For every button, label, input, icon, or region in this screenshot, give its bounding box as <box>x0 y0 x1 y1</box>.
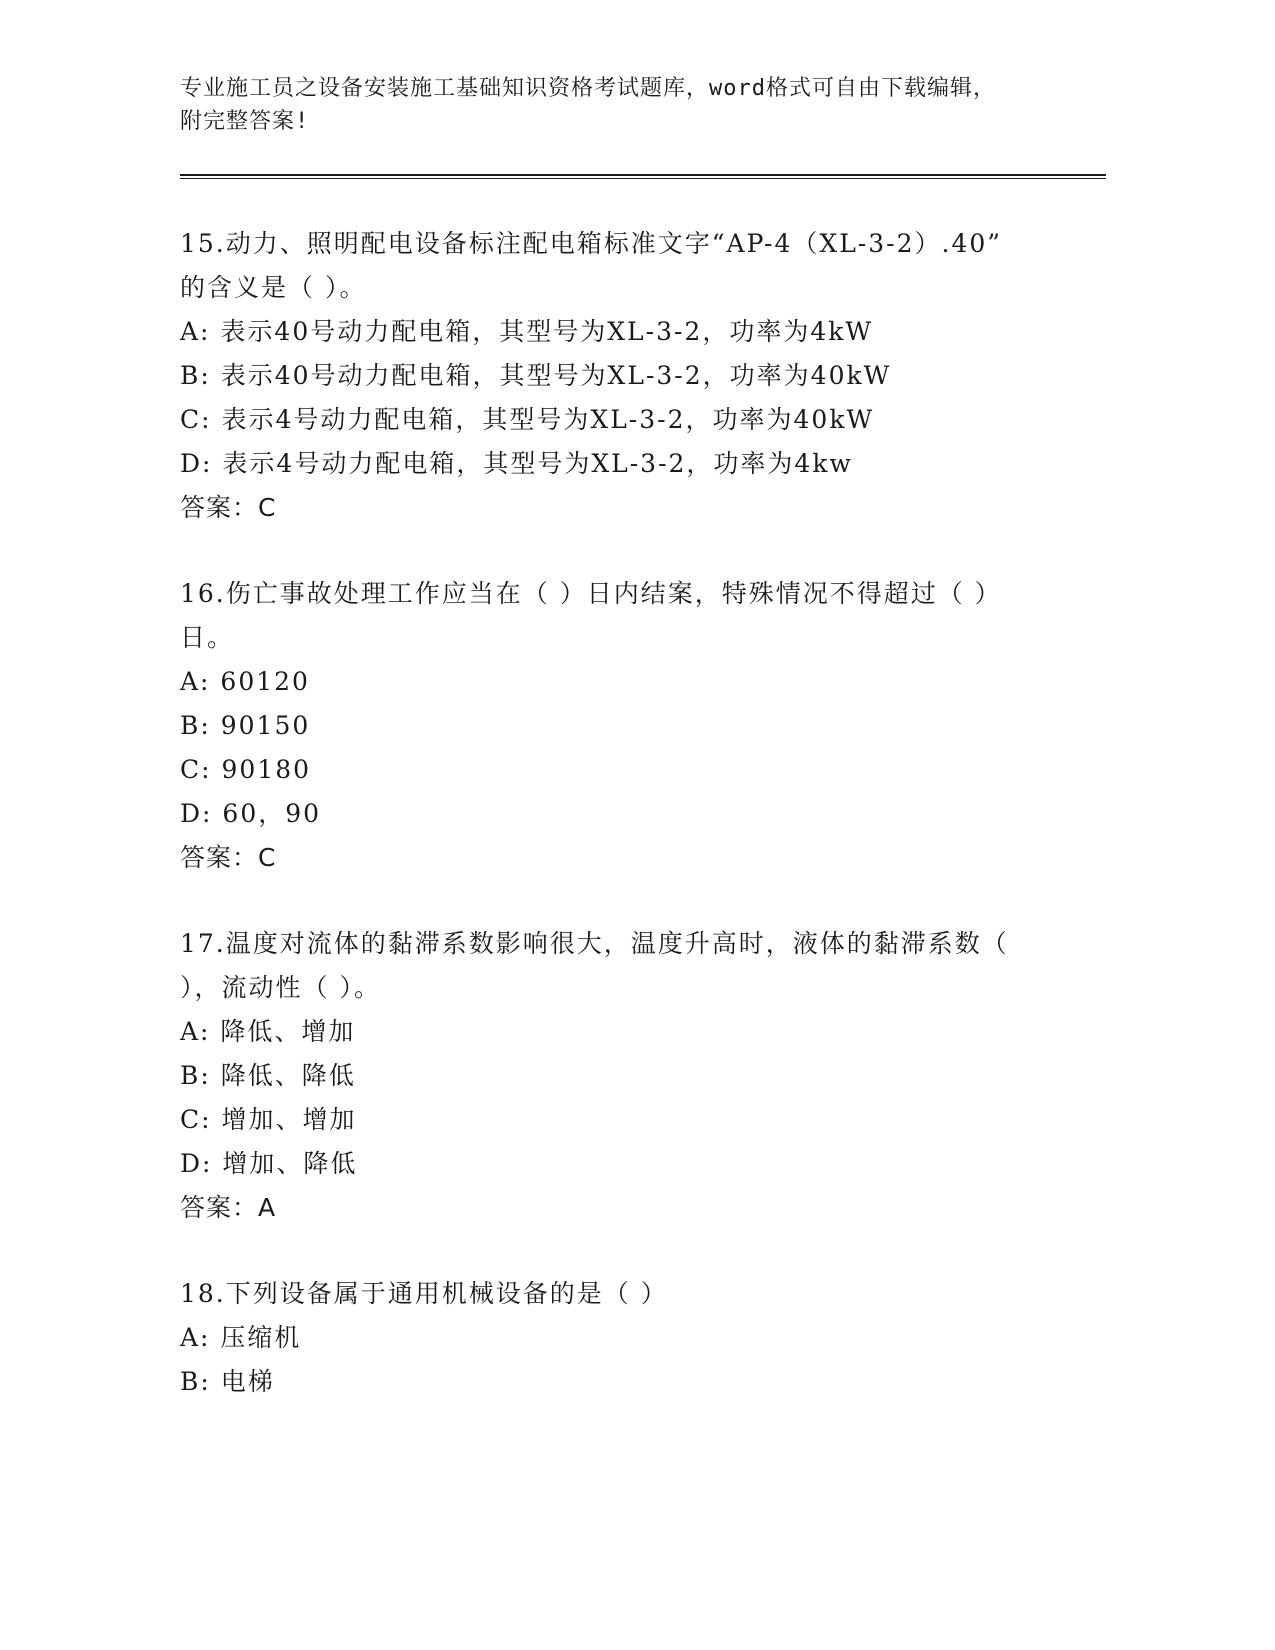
option-c: C: 表示4号动力配电箱，其型号为XL-3-2，功率为40kW <box>180 405 875 434</box>
question-stem-line: 16.伤亡事故处理工作应当在（ ）日内结案，特殊情况不得超过（ ） <box>180 579 1002 608</box>
option-b: B: 降低、降低 <box>180 1061 356 1090</box>
question-stem-line: 日。 <box>180 623 235 652</box>
option-a: A: 压缩机 <box>180 1323 302 1352</box>
question-15 <box>180 222 1080 530</box>
question-18 <box>180 1272 1080 1404</box>
answer-line: 答案：C <box>180 843 277 872</box>
question-stem-line: 18.下列设备属于通用机械设备的是（ ） <box>180 1279 668 1308</box>
option-b: B: 电梯 <box>180 1367 275 1396</box>
option-b: B: 90150 <box>180 711 311 740</box>
option-c: C: 90180 <box>180 755 312 784</box>
header-line-1: 专业施工员之设备安装施工基础知识资格考试题库，word格式可自由下载编辑， <box>180 76 996 101</box>
question-stem-line: 的含义是（ ）。 <box>180 273 367 302</box>
option-c: C: 增加、增加 <box>180 1105 357 1134</box>
question-stem-line: 17.温度对流体的黏滞系数影响很大，温度升高时，液体的黏滞系数（ <box>180 929 1009 958</box>
answer-line: 答案：A <box>180 1193 277 1222</box>
question-list <box>180 222 1080 1446</box>
question-17 <box>180 922 1080 1230</box>
header-line-2: 附完整答案! <box>180 109 310 134</box>
document-header <box>180 72 1080 138</box>
question-stem-line: 15.动力、照明配电设备标注配电箱标准文字“AP-4（XL-3-2）.40” <box>180 229 1003 258</box>
header-divider <box>180 174 1106 179</box>
option-d: D: 增加、降低 <box>180 1149 358 1178</box>
answer-line: 答案：C <box>180 493 277 522</box>
option-a: A: 60120 <box>180 667 310 696</box>
question-stem-line: ），流动性（ ）。 <box>180 973 381 1002</box>
option-a: A: 降低、增加 <box>180 1017 356 1046</box>
question-16 <box>180 572 1080 880</box>
option-d: D: 表示4号动力配电箱，其型号为XL-3-2，功率为4kw <box>180 449 853 478</box>
option-b: B: 表示40号动力配电箱，其型号为XL-3-2，功率为40kW <box>180 361 892 390</box>
option-a: A: 表示40号动力配电箱，其型号为XL-3-2，功率为4kW <box>180 317 874 346</box>
option-d: D: 60，90 <box>180 799 322 828</box>
